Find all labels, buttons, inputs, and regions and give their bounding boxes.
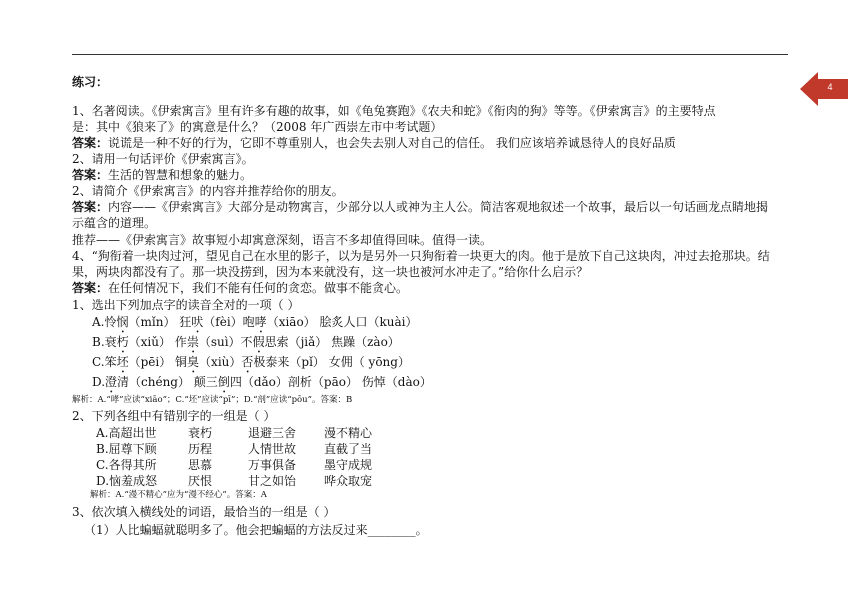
question-4-cont: 果，两块肉都没有了。那一块没捞到，因为本来就没有，这一块也被河水冲走了。”给你什么启示？ xyxy=(72,265,589,279)
dotted-char: 悯 xyxy=(116,315,129,329)
typo-question: 2、下列各组中有错别字的一组是（ ） xyxy=(72,409,276,423)
answer-3-recommend: 推荐——《伊索寓言》故事短小却寓意深刻，语言不多却值得回味。值得一读。 xyxy=(72,233,493,247)
header-rule xyxy=(72,54,788,55)
option-cell: 衰朽 xyxy=(188,426,213,440)
pinyin-option-b xyxy=(92,334,400,356)
answer-3-text: 内容——《伊索寓言》大部分是动物寓言，少部分以人或神为主人公。简洁客观地叙述一个故事，最后以一句话画龙点睛地揭 xyxy=(108,200,769,214)
option-cell: 人情世故 xyxy=(248,442,297,456)
answer-label: 答案： xyxy=(72,168,109,182)
option-text: 思索（jiǎ） 焦躁（zào） xyxy=(264,335,400,349)
option-cell: 直截了当 xyxy=(324,442,373,456)
option-text: （fèi）咆 xyxy=(203,315,255,329)
question-4: 4、“狗衔着一块肉过河，望见自己在水里的影子，以为是另外一只狗衔着一块更大的肉。他于是放下自己这块肉，冲过去抢那块。结 xyxy=(72,249,770,263)
option-cell: 厌恨 xyxy=(188,474,213,488)
option-text: 清（chéng） 颠三 xyxy=(117,375,218,389)
answer-label: 答案： xyxy=(72,136,109,150)
option-text: （xiǔ） 作 xyxy=(128,335,187,349)
pinyin-option-a xyxy=(92,314,417,336)
page-number: 4 xyxy=(827,82,833,92)
answer-3 xyxy=(72,199,768,215)
option-cell: 退避三舍 xyxy=(248,426,297,440)
dotted-char: 朽 xyxy=(116,335,129,349)
pinyin-question: 1、选出下列加点字的读音全对的一项（ ） xyxy=(72,298,300,312)
option-text: （xiù） xyxy=(199,355,242,369)
typo-option-b xyxy=(96,441,372,457)
option-cell: 万事俱备 xyxy=(248,458,297,472)
dotted-char: 吠 xyxy=(191,315,204,329)
option-cell: 历程 xyxy=(188,442,213,456)
option-cell: 思慕 xyxy=(188,458,213,472)
option-cell: 哗众取宠 xyxy=(324,474,373,488)
dotted-char: 否 xyxy=(241,355,254,369)
dotted-char: 假 xyxy=(252,335,265,349)
option-label: A.怜 xyxy=(92,315,117,329)
answer-1-text: 说谎是一种不好的行为，它即不尊重别人，也会失去别人对自己的信任。 我们应该培养诚恳待人的良好品质 xyxy=(108,136,676,150)
dotted-char: 臭 xyxy=(187,355,200,369)
option-text: （xiāo） 脍炙人口（kuài） xyxy=(266,315,418,329)
answer-2-text: 生活的智慧和想象的魅力。 xyxy=(108,168,253,182)
option-text: （mǐn） 狂 xyxy=(128,315,192,329)
question-3: 2、请简介《伊索寓言》的内容并推荐给你的朋友。 xyxy=(72,184,344,198)
option-text: （suì）不 xyxy=(198,335,253,349)
dotted-char: 倒 xyxy=(217,375,230,389)
answer-2 xyxy=(72,167,252,183)
option-text: 极泰来（pǐ） 女佣（ yōng） xyxy=(253,355,410,369)
dotted-char: 哮 xyxy=(254,315,267,329)
question-1-cont: 是：其中《狼来了》的寓意是什么？（2008 年广西崇左市中考试题） xyxy=(72,120,443,134)
dotted-char: 祟 xyxy=(186,335,199,349)
option-cell: C.各得其所 xyxy=(96,458,157,472)
dotted-char: 澄 xyxy=(105,375,118,389)
answer-3-cont: 示蕴含的道理。 xyxy=(72,216,157,230)
pinyin-option-c xyxy=(92,354,410,376)
question-1: 1、名著阅读。《伊索寓言》里有许多有趣的故事，如《龟兔赛跑》《农夫和蛇》《衔肉的狗》等等。《伊索寓言》的主要特点 xyxy=(72,104,716,118)
option-cell: 甘之如饴 xyxy=(248,474,297,488)
exercise-heading: 练习： xyxy=(72,75,109,89)
pinyin-option-d xyxy=(92,374,432,396)
option-cell: 漫不精心 xyxy=(324,426,373,440)
pinyin-analysis: 解析：A.“哮”应读“xiāo”；C.“坯”应读“pī”；D.“剖”应读“pōu”。答案：B xyxy=(72,395,353,405)
fill-question: 3、依次填入横线处的词语，最恰当的一组是（ ） xyxy=(72,505,336,519)
option-label: D. xyxy=(92,375,106,389)
question-2: 2、请用一句话评价《伊索寓言》。 xyxy=(72,152,254,166)
answer-4-text: 在任何情况下，我们不能有任何的贪恋。做事不能贪心。 xyxy=(108,281,409,295)
option-cell: A.高超出世 xyxy=(96,426,157,440)
dotted-char: 坯 xyxy=(116,355,129,369)
option-label: C.笨 xyxy=(92,355,117,369)
option-cell: D.恼羞成怒 xyxy=(96,474,158,488)
typo-option-c xyxy=(96,457,372,473)
option-text: 四（dǎo）剖析（pāo） 伤悼（dào） xyxy=(229,375,432,389)
answer-label: 答案： xyxy=(72,281,109,295)
typo-option-a xyxy=(96,425,372,441)
answer-label: 答案： xyxy=(72,200,109,214)
answer-4 xyxy=(72,280,408,296)
typo-analysis: 解析：A.“漫不精心”应为“漫不经心”。答案：A xyxy=(90,490,267,500)
option-cell: B.屈尊下顾 xyxy=(96,442,157,456)
option-label: B.衰 xyxy=(92,335,117,349)
fill-item-1: （1）人比蝙蝠就聪明多了。他会把蝙蝠的方法反过来________。 xyxy=(84,523,428,537)
answer-1 xyxy=(72,135,676,151)
option-cell: 墨守成规 xyxy=(324,458,373,472)
typo-option-d xyxy=(96,473,372,489)
option-text: （pēi） 铜 xyxy=(128,355,188,369)
